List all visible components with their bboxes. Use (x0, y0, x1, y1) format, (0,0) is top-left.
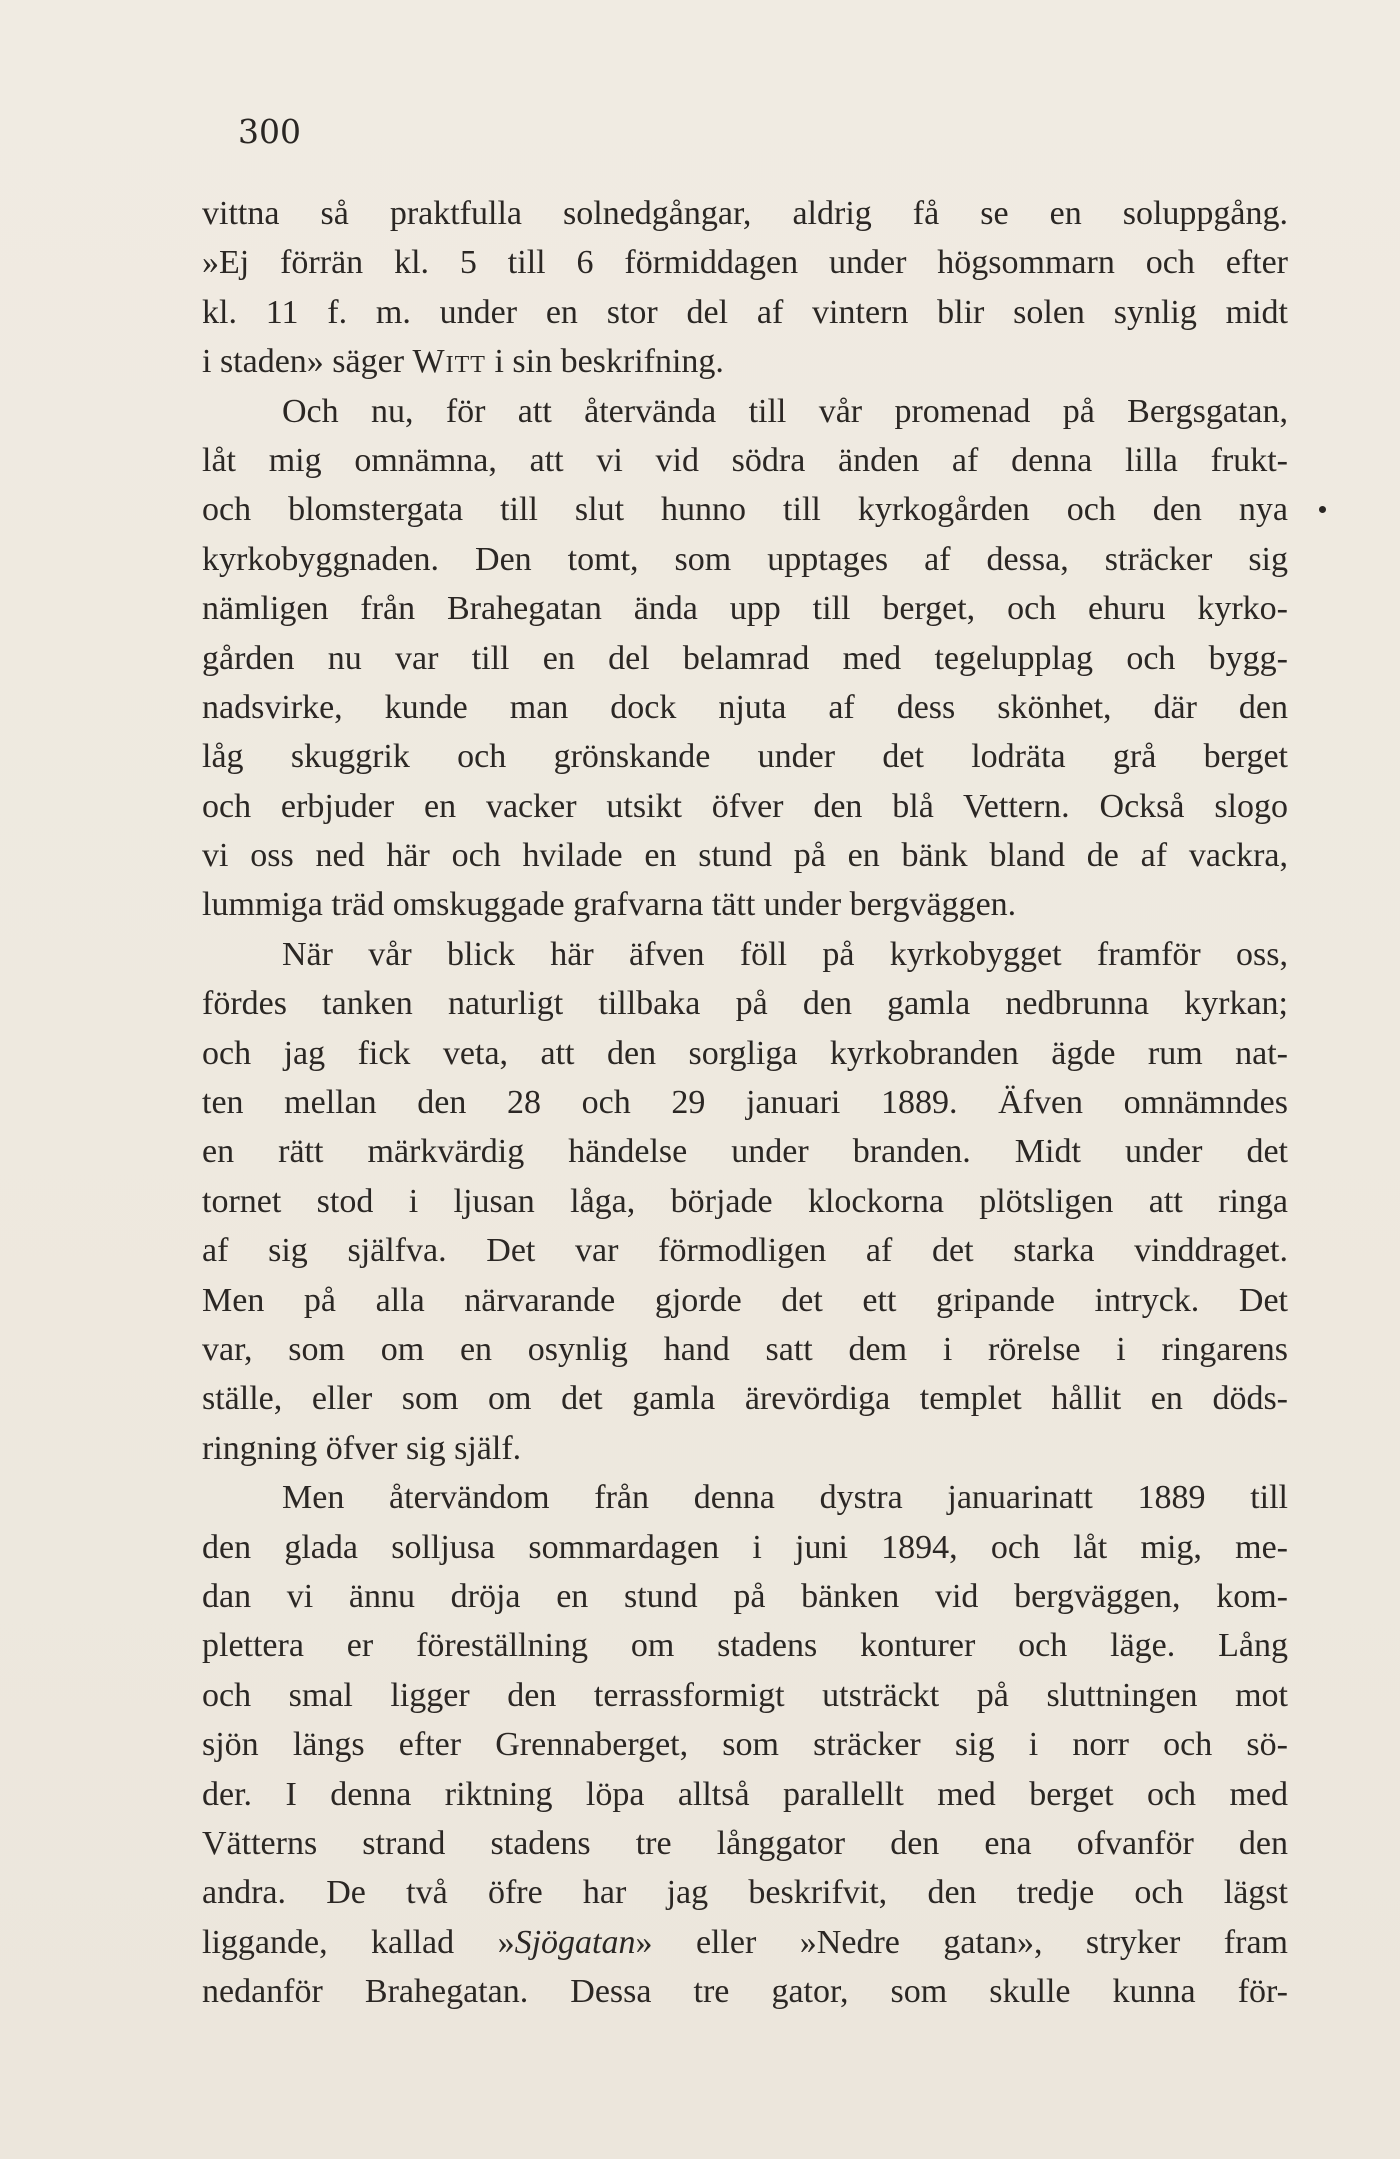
text-segment: liggande, kallad » (202, 1923, 515, 1961)
page-number: 300 (238, 112, 301, 151)
text-line (202, 1770, 1288, 1819)
street-name-italic: Sjögatan (514, 1923, 636, 1961)
text-line (202, 1918, 1288, 1967)
text-segment: ten mellan den 28 och 29 januari 1889. Äfven omnämndes (202, 1084, 1288, 1122)
text-line (202, 831, 1288, 880)
body-text (202, 189, 1288, 2016)
text-segment: »Ej förrän kl. 5 till 6 förmiddagen under högsommarn och efter (202, 244, 1288, 282)
text-line (202, 1967, 1288, 2016)
text-line (202, 1177, 1288, 1226)
text-line (202, 189, 1288, 238)
text-line (202, 1621, 1288, 1670)
text-segment: ringning öfver sig själf. (202, 1429, 522, 1467)
text-line (202, 634, 1288, 683)
text-segment: kl. 11 f. m. under en stor del af vintern blir solen synlig midt (202, 293, 1288, 331)
text-line (202, 535, 1288, 584)
text-segment: tornet stod i ljusan låga, började klockorna plötsligen att ringa (202, 1182, 1288, 1220)
text-line (202, 1078, 1288, 1127)
text-line (202, 436, 1288, 485)
text-line (202, 1276, 1288, 1325)
text-segment: låt mig omnämna, att vi vid södra änden af denna lilla frukt- (202, 441, 1288, 479)
text-line (202, 1127, 1288, 1176)
text-segment: af sig själfva. Det var förmodligen af det starka vinddraget. (202, 1232, 1288, 1270)
text-line (202, 1671, 1288, 1720)
text-segment: och jag fick veta, att den sorgliga kyrkobranden ägde rum nat- (202, 1034, 1288, 1072)
text-segment: och smal ligger den terrassformigt utsträckt på sluttningen mot (202, 1676, 1288, 1714)
text-segment: gården nu var till en del belamrad med tegelupplag och bygg- (202, 639, 1288, 677)
text-line (202, 979, 1288, 1028)
text-line (202, 485, 1288, 534)
text-line (202, 1374, 1288, 1423)
text-line (202, 930, 1288, 979)
text-segment: och erbjuder en vacker utsikt öfver den blå Vettern. Också slogo (202, 787, 1288, 825)
text-line (202, 683, 1288, 732)
text-line (202, 1325, 1288, 1374)
text-line (202, 1720, 1288, 1769)
text-line (202, 1029, 1288, 1078)
text-segment: nämligen från Brahegatan ända upp till berget, och ehuru kyrko- (202, 590, 1288, 628)
text-line (202, 1523, 1288, 1572)
text-segment: der. I denna riktning löpa alltså parallellt med berget och med (202, 1775, 1288, 1813)
margin-dot-mark (1319, 506, 1326, 513)
text-line (202, 337, 1288, 386)
text-segment: sjön längs efter Grennaberget, som sträcker sig i norr och sö- (202, 1726, 1288, 1764)
text-segment: kyrkobyggnaden. Den tomt, som upptages af dessa, sträcker sig (202, 540, 1288, 578)
text-segment: lummiga träd omskuggade grafvarna tätt under bergväggen. (202, 886, 1017, 924)
text-segment: plettera er föreställning om stadens konturer och läge. Lång (202, 1627, 1288, 1665)
text-segment: den glada solljusa sommardagen i juni 1894, och låt mig, me- (202, 1528, 1288, 1566)
text-segment: Och nu, för att återvända till vår promenad på Bergsgatan, (282, 392, 1288, 430)
text-line (202, 288, 1288, 337)
text-segment: Men återvändom från denna dystra januarinatt 1889 till (282, 1479, 1288, 1517)
text-segment: och blomstergata till slut hunno till kyrkogården och den nya (202, 491, 1288, 529)
text-segment: var, som om en osynlig hand satt dem i rörelse i ringarens (202, 1330, 1288, 1368)
text-segment: Men på alla närvarande gjorde det ett gripande intryck. Det (202, 1281, 1288, 1319)
text-line (202, 880, 1288, 929)
text-segment: ställe, eller som om det gamla ärevördiga templet hållit en döds- (202, 1380, 1288, 1418)
text-segment: dan vi ännu dröja en stund på bänken vid bergväggen, kom- (202, 1577, 1288, 1615)
text-line (202, 1819, 1288, 1868)
text-segment: » eller »Nedre gatan», stryker fram (635, 1923, 1288, 1961)
text-line (202, 1226, 1288, 1275)
text-line (202, 1424, 1288, 1473)
text-segment: andra. De två öfre har jag beskrifvit, den tredje och lägst (202, 1874, 1288, 1912)
text-segment: vittna så praktfulla solnedgångar, aldrig få se en soluppgång. (202, 195, 1288, 232)
text-line (202, 584, 1288, 633)
text-line (202, 732, 1288, 781)
author-name: Witt (412, 343, 486, 381)
text-segment: en rätt märkvärdig händelse under branden. Midt under det (202, 1133, 1288, 1171)
text-line (202, 1473, 1288, 1522)
text-segment: vi oss ned här och hvilade en stund på en bänk bland de af vackra, (202, 837, 1288, 875)
text-line (202, 1868, 1288, 1917)
text-line (202, 1572, 1288, 1621)
text-segment: i sin beskrifning. (485, 343, 724, 381)
text-segment: i staden» säger (202, 343, 413, 381)
text-segment: fördes tanken naturligt tillbaka på den gamla nedbrunna kyrkan; (202, 985, 1288, 1023)
text-segment: låg skuggrik och grönskande under det lodräta grå berget (202, 738, 1288, 776)
text-segment: Vätterns strand stadens tre långgator den ena ofvanför den (202, 1824, 1288, 1862)
text-line (202, 387, 1288, 436)
text-segment: nedanför Brahegatan. Dessa tre gator, som skulle kunna för- (202, 1973, 1288, 2011)
text-segment: nadsvirke, kunde man dock njuta af dess skönhet, där den (202, 688, 1288, 726)
text-line (202, 238, 1288, 287)
text-segment: När vår blick här äfven föll på kyrkobygget framför oss, (282, 935, 1288, 973)
text-line (202, 782, 1288, 831)
